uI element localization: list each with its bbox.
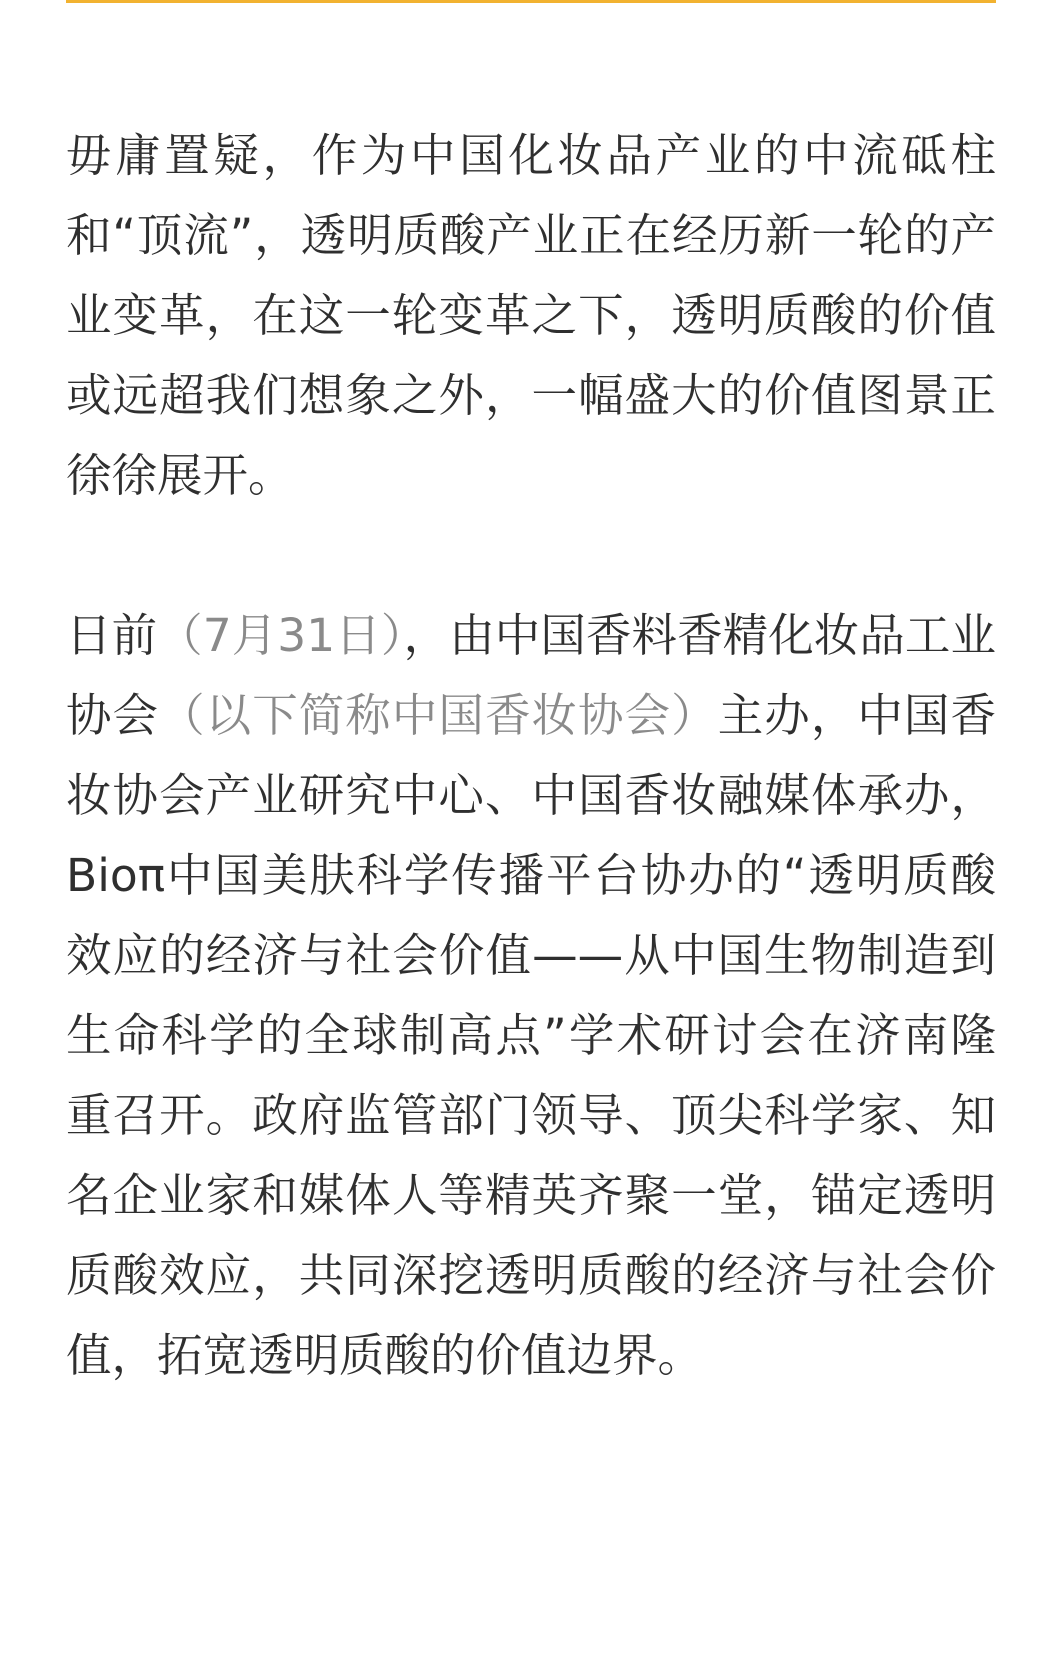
paragraph-2-body: 主办，中国香妆协会产业研究中心、中国香妆融媒体承办，Bioπ中国美肤科学传播平台协办的“透明质酸效应的经济与社会价值——从中国生物制造到生命科学的全球制高点”学术研讨会在济南隆重召开。政府监管部门领导、顶尖科学家、知名企业家和媒体人等精英齐聚一堂，锚定透明质酸效应，共同深挖透明质酸的经济与社会价值，拓宽透明质酸的价值边界。	[66, 689, 996, 1382]
paragraph-2-lead: 日前	[66, 609, 158, 662]
paragraph-2-organizer: ，由中国香料香精化妆品工业协会	[66, 609, 996, 742]
date-parenthetical: （7月31日）	[157, 609, 404, 662]
article-paragraph-1	[66, 116, 996, 516]
article-paragraph-2	[66, 596, 996, 1396]
article-body	[66, 116, 996, 1396]
top-accent-divider	[66, 0, 996, 3]
paragraph-1-text: 毋庸置疑，作为中国化妆品产业的中流砥柱和“顶流”，透明质酸产业正在经历新一轮的产业变革，在这一轮变革之下，透明质酸的价值或远超我们想象之外，一幅盛大的价值图景正徐徐展开。	[66, 129, 996, 502]
abbreviation-parenthetical: （以下简称中国香妆协会）	[159, 689, 718, 742]
